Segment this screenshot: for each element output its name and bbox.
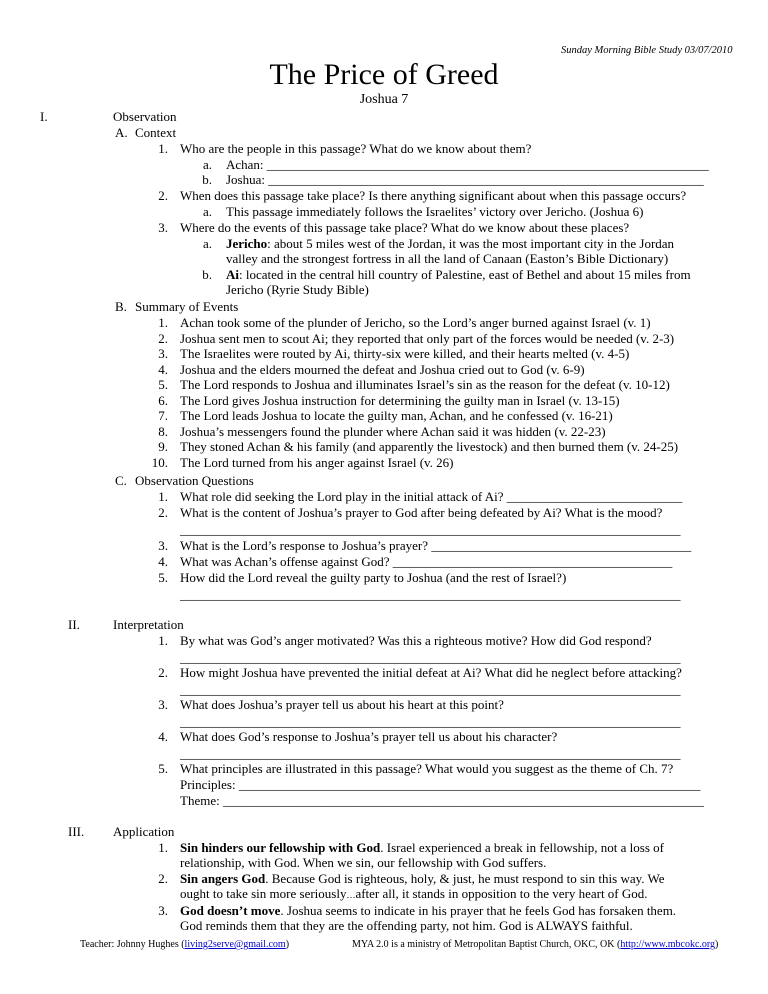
ai-desc-line2: Jericho (Ryrie Study Bible) bbox=[226, 282, 369, 297]
section-numeral-iii: III. bbox=[68, 824, 85, 839]
list-number: 3. bbox=[158, 538, 168, 553]
context-question-1: Who are the people in this passage? What do we know about them? bbox=[180, 141, 532, 156]
list-number: 4. bbox=[158, 554, 168, 569]
list-number: 5. bbox=[158, 570, 168, 585]
interpretation-question-3: What does Joshua’s prayer tell us about his heart at this point? bbox=[180, 697, 504, 712]
jericho-term: Jericho bbox=[226, 236, 268, 251]
interpretation-question-2: How might Joshua have prevented the initial defeat at Ai? What did he neglect before attacking? bbox=[180, 665, 682, 680]
list-number: 1. bbox=[158, 840, 168, 855]
theme-line: Theme: __________________________________________________________________________ bbox=[180, 793, 704, 808]
subsection-title-summary: Summary of Events bbox=[135, 299, 239, 314]
application-point-2-heading: Sin angers God bbox=[180, 871, 266, 886]
section-numeral-ii: II. bbox=[68, 617, 80, 632]
principles-line: Principles: _______________________________________________________________________ bbox=[180, 777, 701, 792]
summary-event-text: They stoned Achan & his family (and apparently the livestock) and then burned them (v. 24-25) bbox=[180, 439, 679, 454]
ai-term: Ai bbox=[226, 267, 239, 282]
subsection-title-context: Context bbox=[135, 125, 177, 140]
subsection-title-observation-questions: Observation Questions bbox=[135, 473, 254, 488]
summary-event-text: Joshua’s messengers found the plunder where Achan said it was hidden (v. 22-23) bbox=[180, 423, 606, 439]
list-number: 4. bbox=[158, 729, 168, 744]
list-number: 9. bbox=[158, 439, 168, 454]
context-question-2: When does this passage take place? Is there anything significant about when this passage occurs? bbox=[180, 188, 687, 203]
list-letter: b. bbox=[202, 267, 212, 282]
joshua-answer-line: Joshua: ___________________________________________________________________ bbox=[226, 172, 704, 187]
list-number: 3. bbox=[158, 903, 168, 918]
list-number: 5. bbox=[158, 377, 168, 392]
answer-line: _____________________________________________________________________________ bbox=[180, 682, 681, 697]
list-letter: b. bbox=[202, 172, 212, 187]
list-number: 2. bbox=[158, 871, 168, 886]
summary-event-text: The Lord turned from his anger against Israel (v. 26) bbox=[180, 454, 454, 470]
application-point-2 bbox=[180, 871, 665, 903]
list-letter: a. bbox=[202, 236, 212, 251]
teacher-email-link[interactable]: living2serve@gmail.com bbox=[184, 939, 286, 950]
context-answer-timing: This passage immediately follows the Israelites’ victory over Jericho. (Joshua 6) bbox=[226, 204, 644, 219]
teacher-credit bbox=[80, 937, 289, 952]
subsection-letter-b: B. bbox=[115, 299, 127, 314]
list-number: 1. bbox=[158, 633, 168, 648]
list-number: 10. bbox=[151, 454, 168, 470]
list-number: 4. bbox=[158, 361, 168, 377]
jericho-desc-line2: valley and the strongest fortress in all the land of Canaan (Easton’s Bible Dictionary) bbox=[226, 251, 669, 266]
application-point-1-line2: relationship, with God. When we sin, our fellowship with God suffers. bbox=[180, 855, 547, 870]
interpretation-question-5: What principles are illustrated in this passage? What would you suggest as the theme of Ch. 7? bbox=[180, 761, 674, 776]
answer-line: _____________________________________________________________________________ bbox=[180, 650, 681, 665]
achan-answer-line: Achan: ____________________________________________________________________ bbox=[226, 157, 709, 172]
context-question-3: Where do the events of this passage take place? What do we know about these places? bbox=[180, 220, 630, 235]
jericho-description bbox=[226, 236, 674, 266]
subsection-letter-a: A. bbox=[115, 125, 128, 140]
observation-question-2: What is the content of Joshua’s prayer to God after being defeated by Ai? What is the mood? bbox=[180, 505, 663, 520]
ellipsis: … bbox=[346, 890, 356, 900]
interpretation-question-1: By what was God’s anger motivated? Was this a righteous motive? How did God respond? bbox=[180, 633, 652, 648]
ai-desc-line1: : located in the central hill country of Palestine, east of Bethel and about 15 miles from bbox=[239, 267, 691, 282]
application-point-2-line2a: ought to take sin more seriously bbox=[180, 886, 347, 901]
list-number: 5. bbox=[158, 761, 168, 776]
summary-event-text: The Lord leads Joshua to locate the guilty man, Achan, and he confessed (v. 16-21) bbox=[180, 408, 613, 423]
answer-line: _____________________________________________________________________________ bbox=[180, 714, 681, 729]
application-point-2-line1: . Because God is righteous, holy, & just, he must respond to sin this way. We bbox=[265, 871, 665, 886]
church-website-link[interactable]: http://www.mbcokc.org bbox=[620, 939, 716, 950]
passage-reference: Joshua 7 bbox=[359, 92, 409, 107]
summary-event-text: The Lord responds to Joshua and illuminates Israel’s sin as the reason for the defeat (v. 10-12) bbox=[180, 377, 670, 392]
application-point-3 bbox=[180, 903, 676, 933]
page-title: The Price of Greed bbox=[269, 58, 499, 91]
application-point-3-line1: . Joshua seems to indicate in his prayer that he feels God has forsaken them. bbox=[280, 903, 677, 918]
answer-line: _____________________________________________________________________________ bbox=[180, 587, 681, 602]
list-number: 3. bbox=[158, 697, 168, 712]
list-letter: a. bbox=[202, 204, 212, 219]
jericho-desc-line1: : about 5 miles west of the Jordan, it was the most important city in the Jordan bbox=[267, 236, 675, 251]
summary-event-text: Joshua sent men to scout Ai; they reported that only part of the forces would be needed (v. 2-3) bbox=[180, 330, 675, 346]
list-letter: a. bbox=[202, 157, 212, 172]
list-number: 3. bbox=[158, 346, 168, 361]
interpretation-question-4: What does God’s response to Joshua’s prayer tell us about his character? bbox=[180, 729, 558, 744]
summary-event-text: The Israelites were routed by Ai, thirty-six were killed, and their hearts melted (v. 4-5) bbox=[180, 346, 630, 361]
subsection-letter-c: C. bbox=[115, 473, 127, 488]
list-number: 2. bbox=[158, 330, 168, 346]
section-title-observation: Observation bbox=[113, 109, 177, 124]
summary-event-text: Joshua and the elders mourned the defeat and Joshua cried out to God (v. 6-9) bbox=[180, 361, 585, 377]
ministry-prefix: MYA 2.0 is a ministry of Metropolitan Baptist Church, OKC, OK ( bbox=[352, 939, 621, 950]
application-point-1-line1: . Israel experienced a break in fellowship, not a loss of bbox=[380, 840, 664, 855]
application-point-3-line2: God reminds them that they are the offending party, not him. God is ALWAYS faithful. bbox=[180, 918, 633, 933]
list-number: 8. bbox=[158, 423, 168, 439]
section-title-interpretation: Interpretation bbox=[113, 617, 184, 632]
ministry-suffix: ) bbox=[715, 939, 719, 950]
section-title-application: Application bbox=[113, 824, 175, 839]
list-number: 1. bbox=[158, 489, 168, 504]
list-number: 1. bbox=[158, 141, 168, 156]
ai-description bbox=[226, 267, 691, 297]
list-number: 3. bbox=[158, 220, 168, 235]
teacher-suffix: ) bbox=[285, 939, 290, 950]
observation-question-5: How did the Lord reveal the guilty party to Joshua (and the rest of Israel?) bbox=[180, 570, 567, 585]
observation-question-4: What was Achan’s offense against God? ___________________________________________ bbox=[180, 554, 673, 569]
summary-event-text: The Lord gives Joshua instruction for determining the guilty man in Israel (v. 13-15) bbox=[180, 392, 620, 408]
observation-question-3: What is the Lord’s response to Joshua’s prayer? ________________________________________ bbox=[180, 538, 692, 553]
study-date-label: Sunday Morning Bible Study 03/07/2010 bbox=[561, 45, 733, 56]
section-numeral-i: I. bbox=[40, 109, 48, 124]
list-number: 2. bbox=[158, 188, 168, 203]
summary-event-text: Achan took some of the plunder of Jericho, so the Lord’s anger burned against Israel (v. 1) bbox=[180, 315, 651, 330]
ministry-credit bbox=[352, 937, 718, 952]
answer-line: _____________________________________________________________________________ bbox=[180, 746, 681, 761]
list-number: 7. bbox=[158, 408, 168, 423]
observation-question-1: What role did seeking the Lord play in the initial attack of Ai? ___________________________ bbox=[180, 489, 683, 504]
application-point-2-line2b: after all, it stands in opposition to the very heart of God. bbox=[355, 886, 648, 901]
list-number: 1. bbox=[158, 315, 168, 330]
list-number: 6. bbox=[158, 392, 168, 408]
list-number: 2. bbox=[158, 665, 168, 680]
application-point-1 bbox=[180, 840, 664, 870]
application-point-3-heading: God doesn’t move bbox=[180, 903, 281, 918]
application-point-1-heading: Sin hinders our fellowship with God bbox=[180, 840, 381, 855]
teacher-prefix: Teacher: Johnny Hughes ( bbox=[80, 939, 185, 950]
list-number: 2. bbox=[158, 505, 168, 520]
answer-line: _____________________________________________________________________________ bbox=[180, 522, 681, 537]
